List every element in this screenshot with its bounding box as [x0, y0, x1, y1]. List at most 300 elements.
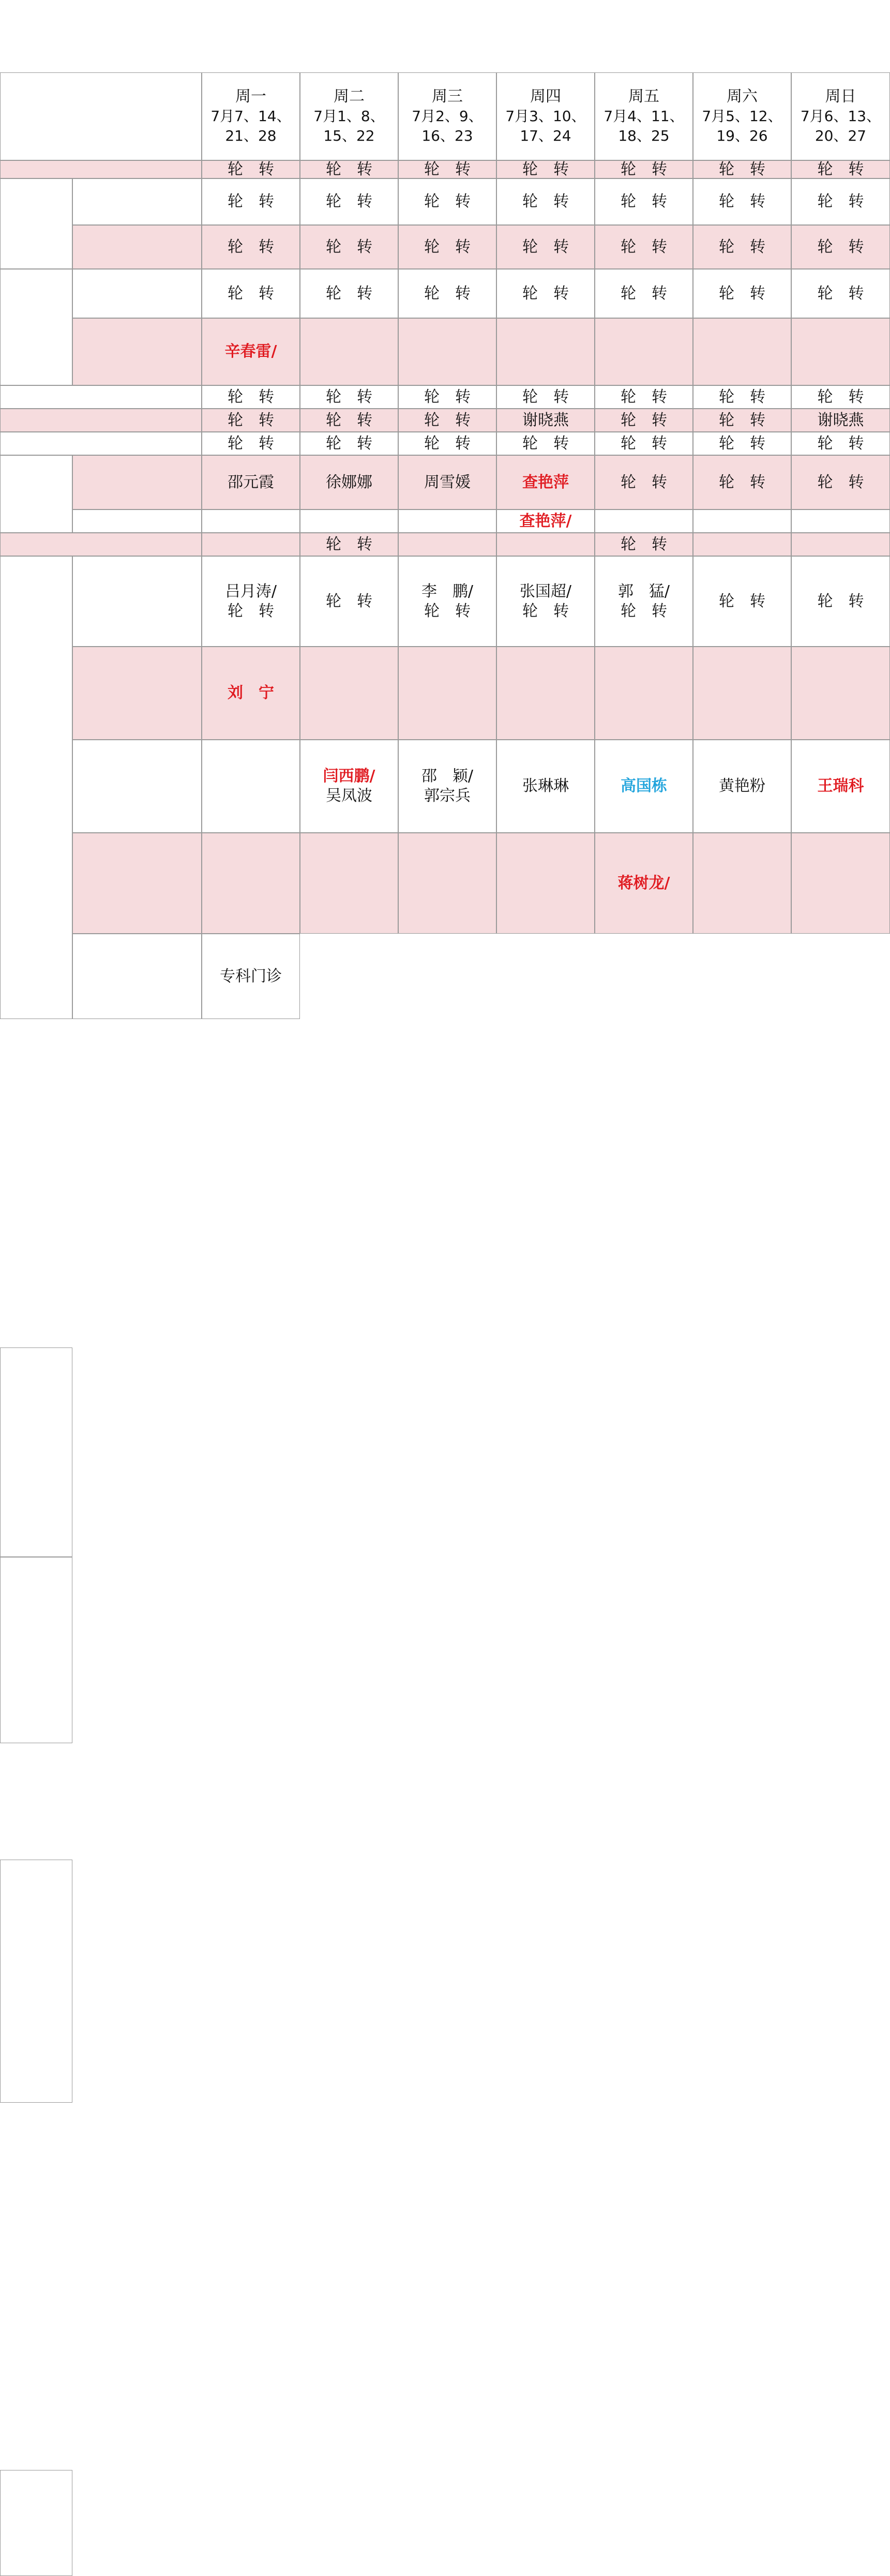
- header-day-dates: 7月6、13、20、27: [800, 108, 881, 144]
- group-xueye: [0, 269, 72, 385]
- cell-text: 轮 转: [817, 434, 864, 453]
- cell-stack: [497, 237, 594, 257]
- cell-stack: [399, 237, 496, 257]
- cell-stack: [792, 237, 889, 257]
- r11-sat: [693, 533, 791, 556]
- r10-mon: [202, 510, 300, 533]
- cell-stack: [595, 535, 692, 555]
- r10-sun: [791, 510, 890, 533]
- cell-text: 轮 转: [228, 387, 274, 406]
- cell-text: 辛春雷/: [224, 342, 277, 361]
- header-day-name: 周二: [334, 87, 365, 106]
- r12-tue: [300, 556, 398, 647]
- r13-tue: [300, 647, 398, 740]
- dept-r15: [72, 833, 202, 934]
- r15-wed: [398, 833, 496, 934]
- cell-text: 轮 转: [326, 192, 372, 211]
- dept-r11: [0, 533, 202, 556]
- r1-tue: [300, 160, 398, 178]
- cell-text: 轮 转: [522, 284, 569, 303]
- cell-stack: [202, 683, 299, 703]
- dept-r6: [0, 385, 202, 409]
- r16-mon: 专科门诊: [202, 934, 300, 1019]
- cell-stack: [497, 411, 594, 430]
- cell-text: 轮 转: [326, 237, 372, 256]
- r4-tue: [300, 269, 398, 318]
- cell-text: 轮 转: [719, 387, 765, 406]
- r9-sat: [693, 455, 791, 510]
- r2-thu: [496, 178, 595, 225]
- r14-sat: [693, 740, 791, 833]
- cell-stack: [595, 874, 692, 893]
- r4-fri: [595, 269, 693, 318]
- r15-fri: [595, 833, 693, 934]
- cell-text: 查艳萍/: [519, 512, 572, 530]
- r14-tue: [300, 740, 398, 833]
- cell-text: 轮 转: [424, 192, 471, 211]
- r4-sat: [693, 269, 791, 318]
- cell-text: 轮 转: [424, 387, 471, 406]
- cell-text: 轮 转: [817, 387, 864, 406]
- cell-text: 蒋树龙/: [617, 874, 670, 892]
- header-day-name: 周五: [628, 87, 659, 106]
- cell-stack: [595, 434, 692, 454]
- cell-text: 轮 转: [621, 160, 667, 178]
- cell-text: 轮 转: [522, 237, 569, 256]
- r6-sun: [791, 385, 890, 409]
- r1-sun: [791, 160, 890, 178]
- cell-stack: [202, 284, 299, 304]
- cell-text: 刘 宁: [228, 684, 274, 702]
- r12-fri: [595, 556, 693, 647]
- cell-stack: [399, 284, 496, 304]
- cell-text: 轮 转: [326, 160, 372, 178]
- cell-stack: [202, 237, 299, 257]
- cell-text: 轮 转: [228, 237, 274, 256]
- cell-text: 轮 转: [424, 602, 471, 620]
- r13-sun: [791, 647, 890, 740]
- r6-fri: [595, 385, 693, 409]
- dept-r5: [72, 318, 202, 385]
- dept-r12: [72, 556, 202, 647]
- cell-stack: [300, 411, 398, 430]
- cell-stack: [792, 160, 889, 178]
- r9-tue: [300, 455, 398, 510]
- cell-stack: [693, 434, 791, 454]
- r13-fri: [595, 647, 693, 740]
- r11-tue: [300, 533, 398, 556]
- header-dept: [0, 72, 202, 160]
- r5-sat: [693, 318, 791, 385]
- dept-r3: [72, 225, 202, 269]
- cell-text: 轮 转: [522, 387, 569, 406]
- group-huli: [0, 2470, 72, 2576]
- group-xinnei: [0, 455, 72, 533]
- cell-text: 轮 转: [326, 535, 372, 553]
- r6-mon: [202, 385, 300, 409]
- cell-text: 轮 转: [621, 237, 667, 256]
- cell-text: 闫西鹏/: [323, 767, 375, 785]
- cell-stack: [399, 473, 496, 492]
- r14-mon: [202, 740, 300, 833]
- cell-text: 轮 转: [522, 602, 569, 620]
- cell-text: 轮 转: [522, 192, 569, 211]
- r8-fri: [595, 432, 693, 455]
- cell-text: 谢晓燕: [817, 411, 864, 429]
- header-day-name: 周六: [727, 87, 758, 106]
- cell-stack: [497, 512, 594, 531]
- r11-sun: [791, 533, 890, 556]
- cell-stack: [202, 192, 299, 212]
- header-day-name: 周四: [530, 87, 561, 106]
- r15-sun: [791, 833, 890, 934]
- cell-text: 轮 转: [719, 237, 765, 256]
- cell-text: 轮 转: [522, 434, 569, 453]
- cell-stack: [497, 87, 594, 146]
- r9-fri: [595, 455, 693, 510]
- cell-text: 轮 转: [326, 284, 372, 303]
- cell-stack: [399, 387, 496, 407]
- cell-stack: [693, 473, 791, 492]
- dept-r9: [72, 455, 202, 510]
- cell-text: 轮 转: [817, 284, 864, 303]
- header-day-name: 周日: [825, 87, 856, 106]
- cell-text: 轮 转: [621, 387, 667, 406]
- cell-stack: [202, 473, 299, 492]
- r1-mon: [202, 160, 300, 178]
- cell-text: 张琳琳: [522, 777, 569, 795]
- r12-mon: [202, 556, 300, 647]
- cell-text: 轮 转: [719, 160, 765, 178]
- cell-stack: [792, 473, 889, 492]
- cell-text: 轮 转: [326, 592, 372, 610]
- r14-thu: [496, 740, 595, 833]
- r10-fri: [595, 510, 693, 533]
- cell-stack: [792, 776, 889, 796]
- cell-stack: [497, 582, 594, 621]
- r1-sat: [693, 160, 791, 178]
- r1-thu: [496, 160, 595, 178]
- cell-text: 轮 转: [522, 160, 569, 178]
- cell-text: 周雪媛: [424, 473, 471, 491]
- cell-stack: [693, 387, 791, 407]
- r15-mon: [202, 833, 300, 934]
- header-day-dates: 7月1、8、15、22: [313, 108, 385, 144]
- r15-sat: [693, 833, 791, 934]
- cell-stack: [497, 387, 594, 407]
- r8-tue: [300, 432, 398, 455]
- header-day-dates: 7月5、12、19、26: [702, 108, 782, 144]
- cell-stack: [497, 160, 594, 178]
- r7-sun: [791, 409, 890, 432]
- r12-wed: [398, 556, 496, 647]
- cell-stack: [792, 87, 889, 146]
- page-title: [0, 0, 890, 25]
- cell-stack: [399, 767, 496, 806]
- cell-stack: [399, 87, 496, 146]
- r10-sat: [693, 510, 791, 533]
- cell-stack: [595, 776, 692, 796]
- r15-tue: [300, 833, 398, 934]
- r9-wed: [398, 455, 496, 510]
- r11-mon: [202, 533, 300, 556]
- header-day-name: 周一: [235, 87, 266, 106]
- cell-stack: [300, 284, 398, 304]
- r2-fri: [595, 178, 693, 225]
- header-day-dates: 7月7、14、21、28: [210, 108, 291, 144]
- r7-wed: [398, 409, 496, 432]
- dept-r4: [72, 269, 202, 318]
- cell-stack: [497, 473, 594, 492]
- group-erbao: [0, 1557, 72, 1743]
- dept-r2: [72, 178, 202, 225]
- cell-text: 轮 转: [817, 473, 864, 491]
- header-day-wed: [398, 72, 496, 160]
- cell-stack: [202, 160, 299, 178]
- cell-stack: [792, 387, 889, 407]
- r1-wed: [398, 160, 496, 178]
- r6-tue: [300, 385, 398, 409]
- r8-wed: [398, 432, 496, 455]
- cell-stack: [497, 284, 594, 304]
- cell-text: 轮 转: [228, 602, 274, 620]
- cell-stack: [693, 776, 791, 796]
- cell-stack: [792, 411, 889, 430]
- dept-r16: [72, 934, 202, 1019]
- cell-text: 轮 转: [228, 411, 274, 429]
- cell-text: 轮 转: [719, 192, 765, 211]
- cell-text: 吴凤波: [326, 787, 372, 805]
- cell-stack: [300, 192, 398, 212]
- cell-stack: [202, 582, 299, 621]
- r7-mon: [202, 409, 300, 432]
- cell-text: 郭宗兵: [424, 787, 471, 805]
- r8-sat: [693, 432, 791, 455]
- cell-stack: [792, 434, 889, 454]
- r2-tue: [300, 178, 398, 225]
- r7-thu: [496, 409, 595, 432]
- r4-thu: [496, 269, 595, 318]
- group-huxi: [0, 178, 72, 269]
- cell-stack: [595, 284, 692, 304]
- header-day-dates: 7月4、11、18、25: [604, 108, 684, 144]
- cell-text: 徐娜娜: [326, 473, 372, 491]
- r2-sat: [693, 178, 791, 225]
- cell-text: 轮 转: [424, 284, 471, 303]
- cell-stack: [399, 160, 496, 178]
- cell-stack: [693, 160, 791, 178]
- r9-sun: [791, 455, 890, 510]
- cell-text: 邵 颖/: [421, 767, 474, 785]
- r8-thu: [496, 432, 595, 455]
- cell-stack: [399, 192, 496, 212]
- cell-text: 郭 猛/: [617, 582, 670, 601]
- cell-text: 吕月涛/: [224, 582, 277, 601]
- cell-stack: [202, 411, 299, 430]
- r12-sat: [693, 556, 791, 647]
- cell-text: 高国栋: [621, 777, 667, 795]
- cell-text: 轮 转: [719, 411, 765, 429]
- r2-mon: [202, 178, 300, 225]
- r5-sun: [791, 318, 890, 385]
- r15-thu: [496, 833, 595, 934]
- cell-stack: [202, 387, 299, 407]
- header-day-fri: [595, 72, 693, 160]
- r3-thu: [496, 225, 595, 269]
- cell-stack: [693, 237, 791, 257]
- cell-stack: [202, 434, 299, 454]
- r13-thu: [496, 647, 595, 740]
- cell-stack: [300, 434, 398, 454]
- dept-r14: [72, 740, 202, 833]
- r13-mon: [202, 647, 300, 740]
- cell-stack: [595, 387, 692, 407]
- cell-stack: [693, 87, 791, 146]
- r7-tue: [300, 409, 398, 432]
- group-erke: [0, 1347, 72, 1557]
- cell-stack: [595, 411, 692, 430]
- r7-sat: [693, 409, 791, 432]
- header-day-sun: [791, 72, 890, 160]
- cell-stack: [300, 160, 398, 178]
- header-day-mon: [202, 72, 300, 160]
- cell-stack: [693, 411, 791, 430]
- cell-text: 谢晓燕: [522, 411, 569, 429]
- r5-fri: [595, 318, 693, 385]
- r10-wed: [398, 510, 496, 533]
- cell-stack: [693, 192, 791, 212]
- r4-sun: [791, 269, 890, 318]
- header-day-dates: 7月3、10、17、24: [505, 108, 586, 144]
- r9-thu: [496, 455, 595, 510]
- cell-stack: [595, 160, 692, 178]
- r8-sun: [791, 432, 890, 455]
- cell-text: 轮 转: [621, 192, 667, 211]
- r3-mon: [202, 225, 300, 269]
- header-day-tue: [300, 72, 398, 160]
- r13-wed: [398, 647, 496, 740]
- r10-tue: [300, 510, 398, 533]
- cell-stack: [399, 411, 496, 430]
- r14-wed: [398, 740, 496, 833]
- r5-tue: [300, 318, 398, 385]
- cell-stack: [300, 473, 398, 492]
- cell-text: 轮 转: [621, 411, 667, 429]
- cell-stack: [792, 284, 889, 304]
- r9-mon: [202, 455, 300, 510]
- r14-sun: [791, 740, 890, 833]
- r11-thu: [496, 533, 595, 556]
- r3-wed: [398, 225, 496, 269]
- cell-stack: [300, 87, 398, 146]
- cell-text: 轮 转: [621, 602, 667, 620]
- cell-text: 邵元霞: [228, 473, 274, 491]
- r3-fri: [595, 225, 693, 269]
- cell-stack: [693, 592, 791, 611]
- r1-fri: [595, 160, 693, 178]
- cell-text: 张国超/: [519, 582, 572, 601]
- cell-text: 轮 转: [424, 160, 471, 178]
- cell-stack: [300, 237, 398, 257]
- r11-fri: [595, 533, 693, 556]
- cell-text: 查艳萍: [522, 473, 569, 491]
- r6-sat: [693, 385, 791, 409]
- cell-text: 轮 转: [621, 434, 667, 453]
- cell-text: 轮 转: [228, 160, 274, 178]
- r6-thu: [496, 385, 595, 409]
- cell-text: 轮 转: [621, 284, 667, 303]
- cell-text: 轮 转: [424, 411, 471, 429]
- cell-stack: [300, 535, 398, 555]
- dept-r7: [0, 409, 202, 432]
- r3-sat: [693, 225, 791, 269]
- r2-sun: [791, 178, 890, 225]
- cell-stack: [300, 592, 398, 611]
- r3-tue: [300, 225, 398, 269]
- cell-stack: [497, 776, 594, 796]
- header-day-name: 周三: [432, 87, 463, 106]
- cell-text: 轮 转: [424, 434, 471, 453]
- cell-stack: [202, 342, 299, 362]
- cell-text: 轮 转: [817, 192, 864, 211]
- cell-text: 王瑞科: [817, 777, 864, 795]
- cell-stack: [202, 87, 299, 146]
- cell-stack: [792, 192, 889, 212]
- cell-stack: [300, 767, 398, 806]
- r5-mon: [202, 318, 300, 385]
- r10-thu: [496, 510, 595, 533]
- cell-stack: [595, 237, 692, 257]
- r14-fri: [595, 740, 693, 833]
- cell-text: 轮 转: [719, 592, 765, 610]
- cell-text: 轮 转: [621, 535, 667, 553]
- cell-text: 轮 转: [228, 192, 274, 211]
- cell-text: 轮 转: [719, 434, 765, 453]
- group-rux: [0, 556, 72, 1019]
- cell-text: 轮 转: [326, 411, 372, 429]
- cell-stack: [693, 284, 791, 304]
- cell-stack: [497, 434, 594, 454]
- cell-text: 轮 转: [817, 592, 864, 610]
- cell-stack: [595, 473, 692, 492]
- dept-r8: [0, 432, 202, 455]
- r5-thu: [496, 318, 595, 385]
- r4-wed: [398, 269, 496, 318]
- r13-sat: [693, 647, 791, 740]
- cell-stack: [595, 582, 692, 621]
- cell-text: 轮 转: [817, 237, 864, 256]
- cell-stack: [399, 582, 496, 621]
- r8-mon: [202, 432, 300, 455]
- dept-r1: [0, 160, 202, 178]
- cell-stack: [595, 87, 692, 146]
- header-day-dates: 7月2、9、16、23: [412, 108, 483, 144]
- cell-text: 李 鹏/: [421, 582, 474, 601]
- group-zhongyi: [0, 1860, 72, 2103]
- header-day-thu: [496, 72, 595, 160]
- r7-fri: [595, 409, 693, 432]
- r2-wed: [398, 178, 496, 225]
- cell-text: 轮 转: [817, 160, 864, 178]
- cell-stack: [792, 592, 889, 611]
- cell-text: 轮 转: [719, 284, 765, 303]
- cell-stack: [300, 387, 398, 407]
- r3-sun: [791, 225, 890, 269]
- cell-text: 轮 转: [228, 284, 274, 303]
- cell-stack: [497, 192, 594, 212]
- cell-stack: [399, 434, 496, 454]
- cell-text: 轮 转: [719, 473, 765, 491]
